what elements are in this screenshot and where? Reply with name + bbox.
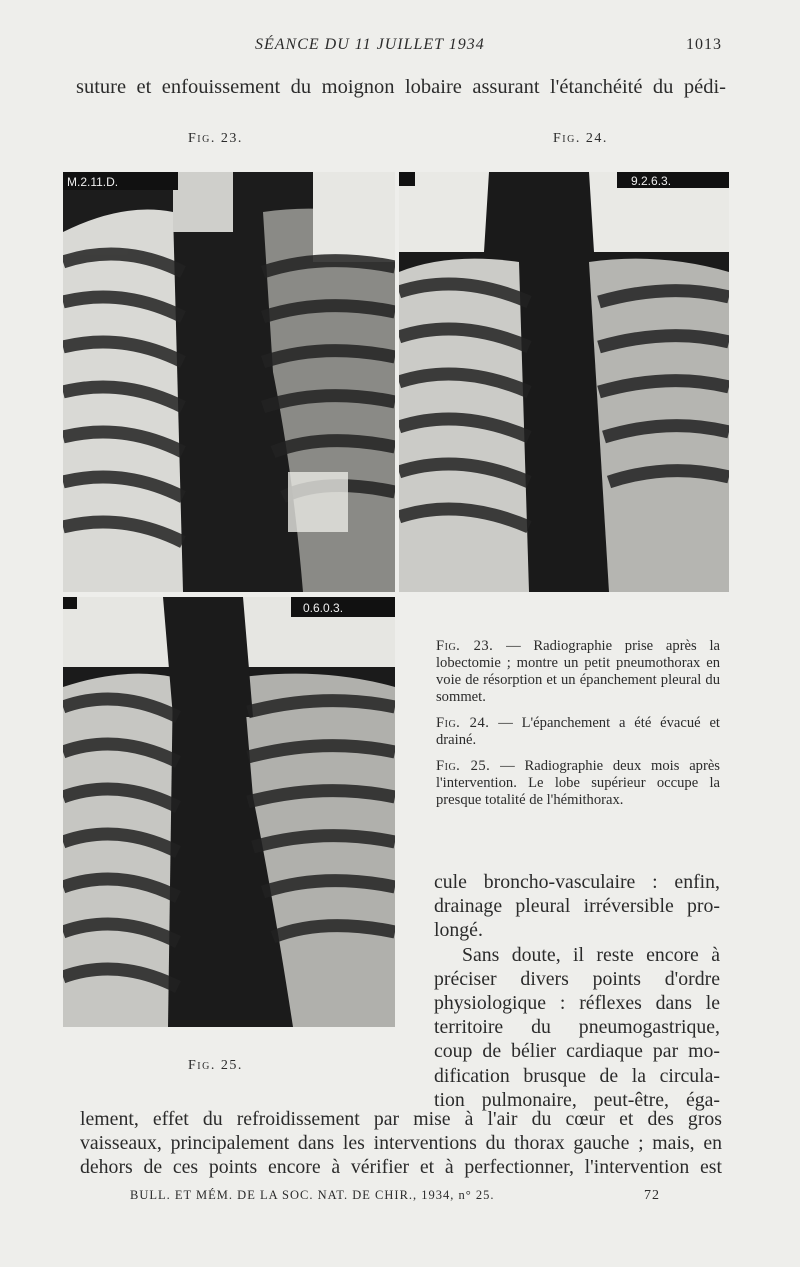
figure-captions [436,638,720,818]
footer-citation: BULL. ET MÉM. DE LA SOC. NAT. DE CHIR., 1934, n° 25. [130,1188,495,1202]
fig23-label: Fig. 23. [188,131,243,146]
footer [130,1188,660,1203]
text-line: territoire du pneumogastrique, [434,1016,720,1039]
text-line: lement, effet du refroidissement par mise à l'air du cœur et des gros [80,1108,722,1130]
text-line: Sans doute, il reste encore à [462,943,720,966]
text-line: vaisseaux, principalement dans les interventions du thorax gauche ; mais, en [80,1132,722,1155]
caption-label: Fig. 25. [436,758,491,774]
intro-line: suture et enfouissement du moignon lobaire assurant l'étanchéité du pédi- [76,76,726,98]
caption-label: Fig. 23. [436,638,494,654]
caption-text: — L'épanchement a été évacué et drainé. [436,715,720,748]
caption-label: Fig. 24. [436,715,490,731]
text-line: préciser divers points d'ordre [434,967,720,990]
text-line: dification brusque de la circula- [434,1064,720,1087]
caption-fig25 [436,758,720,809]
fig24-label: Fig. 24. [553,131,608,146]
caption-text: — Radiographie deux mois après l'intervention. Le lobe supérieur occupe la presque totalité de l'hémithorax. [436,758,720,808]
footer-number: 72 [644,1188,660,1203]
fig24-radiograph [399,172,729,592]
text-line: physiologique : réflexes dans le [434,992,720,1015]
page-number: 1013 [686,36,722,53]
right-column-text [434,870,720,1112]
fig23-radiograph [63,172,395,592]
text-line: longé. [434,919,483,942]
fig25-radiograph [63,597,395,1027]
text-line: dehors de ces points encore à vérifier et à perfectionner, l'intervention est [80,1156,722,1179]
fig25-label: Fig. 25. [188,1058,243,1073]
fig24-film-marker: 9.2.6.3. [631,174,672,188]
caption-fig23 [436,638,720,706]
caption-fig24 [436,715,720,749]
caption-text: — Radiographie prise après la lobectomie ; montre un petit pneumothorax en voie de résorption et un épanchement pleural du sommet. [436,638,720,705]
text-line: tion pulmonaire, peut-être, éga- [434,1088,720,1111]
fig25-film-marker: 0.6.0.3. [303,601,344,615]
text-line: cule broncho-vasculaire : enfin, [434,871,720,893]
text-line: coup de bélier cardiaque par mo- [434,1040,720,1063]
body-text [80,1107,722,1180]
fig23-film-marker: M.2.11.D. [67,175,119,189]
running-header [0,36,800,60]
text-line: drainage pleural irréversible pro- [434,895,720,918]
session-title: SÉANCE DU 11 JUILLET 1934 [255,36,485,53]
